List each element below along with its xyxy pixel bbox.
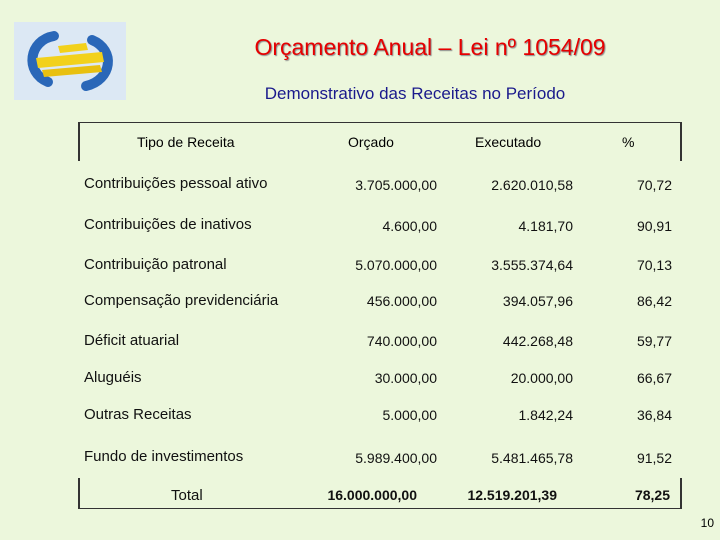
row-executado: 5.481.465,78 — [491, 450, 573, 466]
row-executado: 4.181,70 — [518, 218, 573, 234]
row-label: Outras Receitas — [84, 406, 192, 423]
row-orcado: 30.000,00 — [374, 370, 437, 386]
page-title: Orçamento Anual – Lei nº 1054/09 — [254, 34, 606, 60]
row-label: Déficit atuarial — [84, 332, 180, 349]
row-label: Contribuições pessoal ativo — [84, 175, 268, 192]
row-label: Fundo de investimentos — [84, 448, 244, 465]
row-executado: 3.555.374,64 — [491, 257, 573, 273]
row-executado: 1.842,24 — [518, 407, 573, 423]
row-label: Contribuições de inativos — [84, 216, 252, 233]
row-pct: 70,72 — [636, 177, 672, 193]
row-orcado: 3.705.000,00 — [355, 177, 437, 193]
row-pct: 70,13 — [636, 257, 672, 273]
total-executado: 12.519.201,39 — [467, 487, 557, 503]
header-type: Tipo de Receita — [137, 134, 235, 150]
total-label: Total — [171, 487, 203, 504]
row-orcado: 456.000,00 — [366, 293, 437, 309]
row-executado: 20.000,00 — [510, 370, 573, 386]
row-orcado: 740.000,00 — [366, 333, 437, 349]
logo-icon — [14, 22, 126, 100]
total-orcado: 16.000.000,00 — [327, 487, 417, 503]
logo — [14, 22, 126, 100]
header-pct: % — [622, 134, 635, 150]
page-number: 10 — [700, 516, 714, 530]
page-subtitle: Demonstrativo das Receitas no Período — [264, 84, 566, 103]
row-executado: 394.057,96 — [502, 293, 573, 309]
row-pct: 91,52 — [636, 450, 672, 466]
header-orcado: Orçado — [348, 134, 394, 150]
row-pct: 90,91 — [636, 218, 672, 234]
row-orcado: 5.070.000,00 — [355, 257, 437, 273]
row-pct: 59,77 — [636, 333, 672, 349]
row-orcado: 4.600,00 — [382, 218, 437, 234]
row-executado: 442.268,48 — [502, 333, 573, 349]
total-pct: 78,25 — [634, 487, 670, 503]
row-label: Aluguéis — [84, 369, 142, 386]
header-executado: Executado — [475, 134, 542, 150]
row-orcado: 5.989.400,00 — [355, 450, 437, 466]
row-executado: 2.620.010,58 — [491, 177, 573, 193]
row-pct: 86,42 — [636, 293, 672, 309]
row-pct: 66,67 — [636, 370, 672, 386]
row-orcado: 5.000,00 — [382, 407, 437, 423]
row-label: Contribuição patronal — [84, 256, 227, 273]
row-label: Compensação previdenciária — [84, 292, 279, 309]
row-pct: 36,84 — [636, 407, 672, 423]
